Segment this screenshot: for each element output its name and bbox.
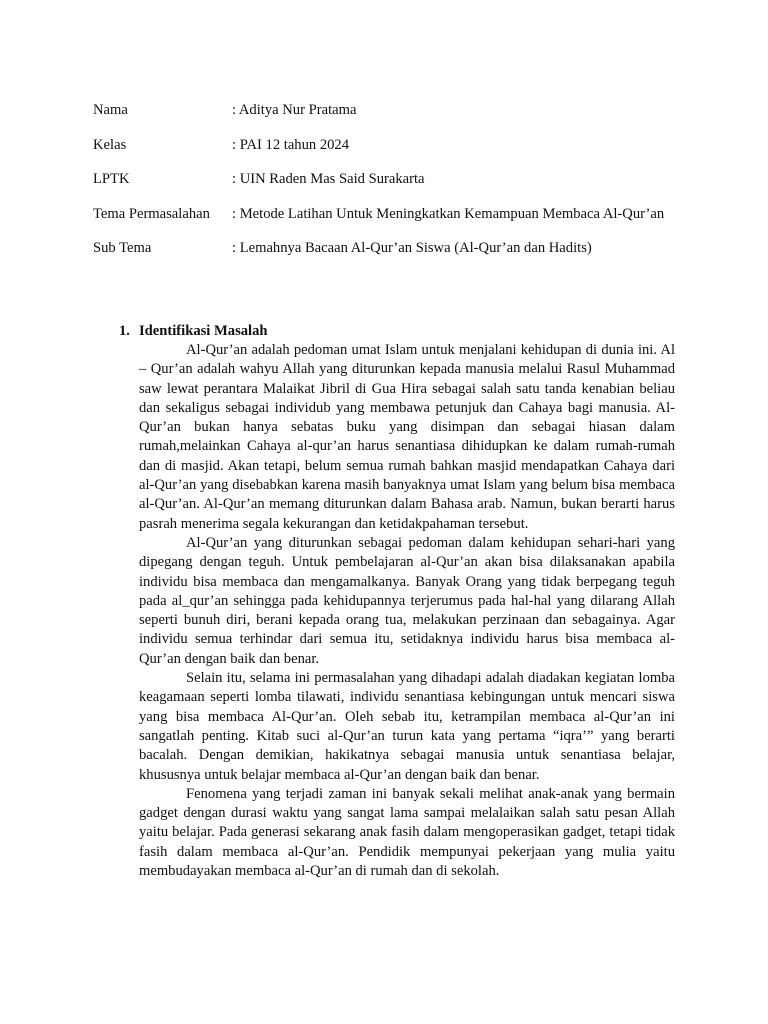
- meta-row-tema: [93, 205, 675, 224]
- meta-label: Sub Tema: [93, 240, 152, 256]
- body-paragraph: Al-Qur’an yang diturunkan sebagai pedoman dalam kehidupan sehari-hari yang dipegang dengan teguh. Untuk pembelajaran al-Qur’an akan bisa dilaksanakan apabila individu bisa membaca dan mengamalkanya. Banyak Orang yang tidak berpegang teguh pada al_qur’an sehingga pada kehidupannya terjerumus pada hal-hal yang dilarang Allah seperti bunuh diri, berani kepada orang tua, melakukan perzinaan dan sebagainya. Agar individu semua terhindar dari semua itu, setidaknya individu harus bisa membaca al-Qur’an dengan baik dan benar.: [139, 534, 675, 667]
- identity-table: [93, 101, 675, 274]
- meta-label: Tema Permasalahan: [93, 205, 210, 222]
- meta-row-sub-tema: [93, 239, 675, 258]
- meta-label: Kelas: [93, 136, 127, 153]
- meta-value: : UIN Raden Mas Said Surakarta: [232, 171, 425, 187]
- section-identifikasi-masalah: [119, 322, 675, 881]
- body-paragraph: Fenomena yang terjadi zaman ini banyak sekali melihat anak-anak yang bermain gadget dengan durasi waktu yang sangat lama sampai melalaikan salah satu pesan Allah yaitu belajar. Pada generasi sekarang anak fasih dalam mengoperasikan gadget, tetapi tidak fasih dalam membaca al-Qur’an. Pendidik mempunyai pekerjaan yang mulia yaitu membudayakan membaca al-Qur’an di rumah dan di sekolah.: [139, 785, 675, 880]
- meta-row-kelas: [93, 136, 675, 155]
- meta-row-nama: [93, 101, 675, 120]
- meta-row-lptk: [93, 170, 675, 189]
- section-title: Identifikasi Masalah: [139, 323, 268, 339]
- meta-value: : Aditya Nur Pratama: [232, 102, 357, 118]
- meta-value: : Lemahnya Bacaan Al-Qur’an Siswa (Al-Qur’an dan Hadits): [232, 240, 592, 256]
- meta-value: : PAI 12 tahun 2024: [232, 136, 350, 153]
- meta-label: LPTK: [93, 171, 130, 187]
- section-heading: [119, 322, 675, 341]
- section-number: 1.: [119, 323, 130, 339]
- meta-value: : Metode Latihan Untuk Meningkatkan Kemampuan Membaca Al-Qur’an: [232, 205, 665, 222]
- meta-label: Nama: [93, 102, 128, 118]
- body-paragraph: Selain itu, selama ini permasalahan yang dihadapi adalah diadakan kegiatan lomba keagamaan seperti lomba tilawati, individu senantiasa kebingungan untuk mencari siswa yang bisa membaca Al-Qur’an. Oleh sebab itu, ketrampilan membaca al-Qur’an ini sangatlah penting. Kitab suci al-Qur’an turun kata yang pertama “iqra’” yang berarti bacalah. Dengan demikian, hakikatnya sebagai manusia untuk senantiasa belajar, khususnya untuk belajar membaca al-Qur’an dengan baik dan benar.: [139, 670, 675, 783]
- section-body: [139, 341, 675, 881]
- body-paragraph: Al-Qur’an adalah pedoman umat Islam untuk menjalani kehidupan di dunia ini. Al – Qur’an adalah wahyu Allah yang diturunkan kepada manusia melalui Rasul Muhammad saw lewat perantara Malaikat Jibril di Gua Hira sebagai salah satu tanda kenabian beliau dan sekaligus sebagai individub yang membawa petunjuk dan Cahaya bagi manusia. Al-Qur’an bukan hanya sebatas buku yang disimpan dan sebagai hiasan dalam rumah,melainkan Cahaya al-qur’an harus senantiasa dihidupkan ke dalam rumah-rumah dan di masjid. Akan tetapi, belum semua rumah bahkan masjid mendapatkan Cahaya dari al-Qur’an yang disebabkan karena masih banyaknya umat Islam yang belum bisa membaca al-Qur’an. Al-Qur’an memang diturunkan dalam Bahasa arab. Namun, bukan berarti harus pasrah menerima segala kekurangan dan ketidakpahaman tersebut.: [139, 342, 675, 532]
